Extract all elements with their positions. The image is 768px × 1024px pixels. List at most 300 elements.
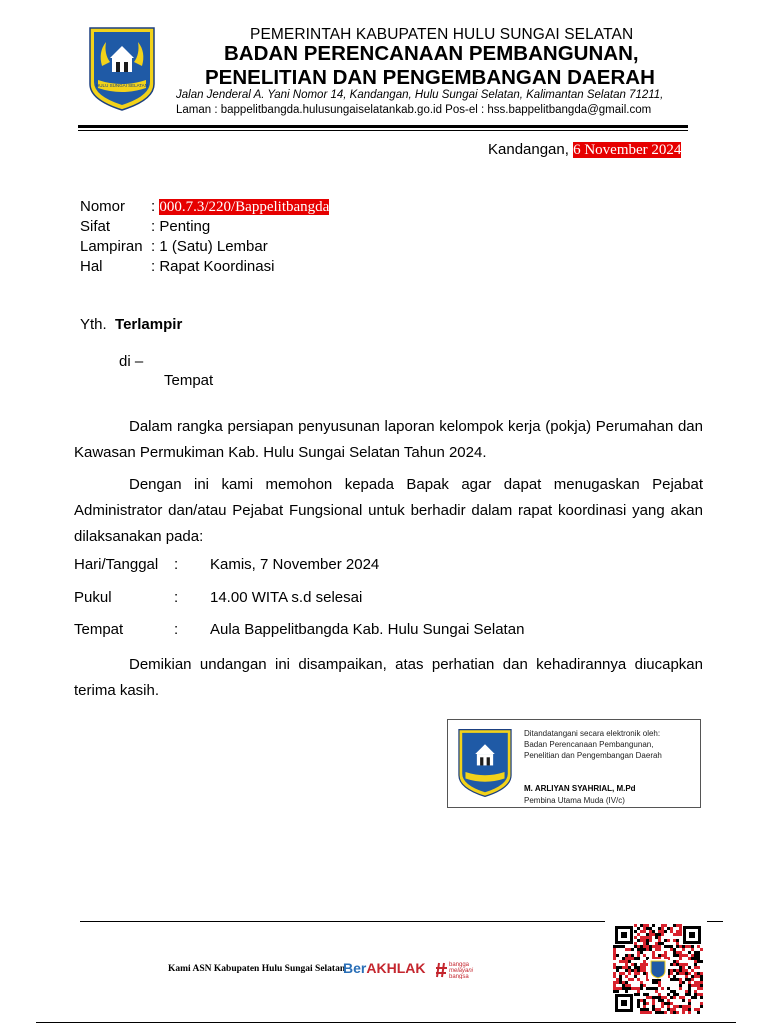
qr-module xyxy=(661,954,664,957)
qr-module xyxy=(631,969,634,972)
qr-module xyxy=(685,990,688,993)
qr-module xyxy=(691,969,694,972)
qr-module xyxy=(694,957,697,960)
qr-module xyxy=(694,981,697,984)
qr-module xyxy=(700,975,703,978)
qr-module xyxy=(679,981,682,984)
qr-module xyxy=(631,954,634,957)
qr-module xyxy=(679,933,682,936)
qr-module xyxy=(625,960,628,963)
schedule-label: Pukul xyxy=(74,589,112,606)
qr-module xyxy=(646,1008,649,1011)
qr-module xyxy=(682,945,685,948)
qr-module xyxy=(643,1008,646,1011)
qr-module xyxy=(646,942,649,945)
recipient-place: Tempat xyxy=(164,372,214,389)
qr-module xyxy=(619,945,622,948)
qr-module xyxy=(640,924,643,927)
qr-module xyxy=(688,993,691,996)
qr-module xyxy=(634,966,637,969)
qr-module xyxy=(670,1011,673,1014)
qr-module xyxy=(682,1005,685,1008)
qr-module xyxy=(640,987,643,990)
qr-module xyxy=(652,1008,655,1011)
qr-module xyxy=(679,1005,682,1008)
qr-module xyxy=(682,999,685,1002)
body-paragraph-1: Dalam rangka persiapan penyusunan laporan kelompok kerja (pokja) Perumahan dan Kawasan Permukiman Kab. Hulu Sungai Selatan Tahun 2024. xyxy=(74,418,703,461)
qr-module xyxy=(619,960,622,963)
qr-module xyxy=(625,987,628,990)
qr-module xyxy=(655,987,658,990)
qr-module xyxy=(652,954,655,957)
qr-module xyxy=(625,975,628,978)
schedule-row-place xyxy=(74,621,524,638)
qr-module xyxy=(652,1002,655,1005)
qr-module xyxy=(658,927,661,930)
page-bottom-rule xyxy=(36,1022,736,1023)
qr-module xyxy=(664,996,667,999)
qr-module xyxy=(667,993,670,996)
qr-module xyxy=(679,972,682,975)
qr-module xyxy=(694,963,697,966)
qr-module xyxy=(649,1011,652,1014)
qr-module xyxy=(637,993,640,996)
qr-module xyxy=(658,933,661,936)
qr-module xyxy=(643,939,646,942)
qr-module xyxy=(667,1005,670,1008)
qr-module xyxy=(613,951,616,954)
qr-module xyxy=(700,948,703,951)
signatory-rank: Pembina Utama Muda (IV/c) xyxy=(524,796,625,805)
qr-module xyxy=(700,987,703,990)
body-paragraph-closing: Demikian undangan ini disampaikan, atas perhatian dan kehadirannya diucapkan terima kasih. xyxy=(74,656,703,699)
qr-module xyxy=(649,927,652,930)
qr-module xyxy=(700,984,703,987)
qr-module xyxy=(643,945,646,948)
qr-module xyxy=(637,966,640,969)
qr-module xyxy=(658,1008,661,1011)
qr-module xyxy=(679,987,682,990)
electronic-signature-box xyxy=(447,719,701,808)
qr-module xyxy=(661,927,664,930)
qr-module xyxy=(652,981,655,984)
footer-rule xyxy=(80,921,605,922)
signature-line: Penelitian dan Pengembangan Daerah xyxy=(524,751,662,760)
qr-module xyxy=(676,954,679,957)
qr-module xyxy=(643,960,646,963)
qr-module xyxy=(634,993,637,996)
qr-module xyxy=(625,966,628,969)
qr-module xyxy=(613,984,616,987)
qr-module xyxy=(670,996,673,999)
qr-module xyxy=(697,957,700,960)
meta-key: Lampiran xyxy=(80,238,143,255)
qr-module xyxy=(655,1008,658,1011)
qr-module xyxy=(658,993,661,996)
meta-value: 1 (Satu) Lembar xyxy=(159,238,268,255)
qr-module xyxy=(661,999,664,1002)
qr-module xyxy=(625,963,628,966)
qr-module xyxy=(637,972,640,975)
qr-module xyxy=(643,972,646,975)
qr-module xyxy=(616,981,619,984)
qr-module xyxy=(664,930,667,933)
qr-module xyxy=(640,939,643,942)
qr-module xyxy=(670,990,673,993)
qr-module xyxy=(613,957,616,960)
qr-module xyxy=(661,1002,664,1005)
qr-module xyxy=(649,996,652,999)
qr-module xyxy=(637,1002,640,1005)
qr-module xyxy=(661,987,664,990)
qr-module xyxy=(688,1005,691,1008)
qr-module xyxy=(688,990,691,993)
qr-module xyxy=(688,1011,691,1014)
qr-module xyxy=(637,939,640,942)
qr-module xyxy=(613,963,616,966)
qr-module xyxy=(658,948,661,951)
qr-module xyxy=(619,981,622,984)
qr-module xyxy=(673,960,676,963)
qr-module xyxy=(679,957,682,960)
qr-module xyxy=(628,972,631,975)
qr-module xyxy=(634,972,637,975)
qr-module xyxy=(637,927,640,930)
qr-module xyxy=(646,1011,649,1014)
qr-module xyxy=(676,930,679,933)
berakhlak-logo xyxy=(343,960,425,976)
qr-module xyxy=(643,1002,646,1005)
letterhead-agency-line2: PENELITIAN DAN PENGEMBANGAN DAERAH xyxy=(205,66,655,89)
qr-module xyxy=(622,981,625,984)
letterhead-address: Jalan Jenderal A. Yani Nomor 14, Kandangan, Hulu Sungai Selatan, Kalimantan Selatan 71211, xyxy=(176,89,664,101)
qr-module xyxy=(676,942,679,945)
qr-module xyxy=(637,1005,640,1008)
qr-module xyxy=(643,927,646,930)
qr-module xyxy=(676,993,679,996)
qr-module xyxy=(685,945,688,948)
qr-module xyxy=(676,1005,679,1008)
qr-module xyxy=(682,981,685,984)
qr-module xyxy=(697,945,700,948)
qr-module xyxy=(664,951,667,954)
qr-module xyxy=(649,987,652,990)
qr-module xyxy=(673,963,676,966)
qr-module xyxy=(625,981,628,984)
qr-module xyxy=(631,987,634,990)
qr-module xyxy=(670,948,673,951)
qr-module xyxy=(643,936,646,939)
recipient-name: Terlampir xyxy=(115,316,183,333)
qr-module xyxy=(646,993,649,996)
qr-module xyxy=(688,951,691,954)
letterhead-rule-thin xyxy=(78,130,688,131)
qr-module xyxy=(661,924,664,927)
meta-row-lampiran xyxy=(80,238,268,255)
qr-module xyxy=(682,966,685,969)
qr-module xyxy=(661,942,664,945)
letterhead-government: PEMERINTAH KABUPATEN HULU SUNGAI SELATAN xyxy=(250,26,634,43)
qr-module xyxy=(655,933,658,936)
qr-module xyxy=(673,978,676,981)
qr-module xyxy=(694,972,697,975)
qr-module xyxy=(628,966,631,969)
qr-module xyxy=(613,972,616,975)
qr-module xyxy=(634,957,637,960)
meta-sep: : xyxy=(151,238,160,255)
bangga-word: bangga xyxy=(449,962,470,968)
qr-module xyxy=(667,927,670,930)
qr-module xyxy=(673,969,676,972)
qr-module xyxy=(697,960,700,963)
qr-module xyxy=(634,930,637,933)
qr-module xyxy=(673,990,676,993)
qr-module xyxy=(673,939,676,942)
qr-module xyxy=(679,954,682,957)
qr-module xyxy=(613,954,616,957)
qr-module xyxy=(619,966,622,969)
qr-module xyxy=(640,966,643,969)
qr-module xyxy=(685,993,688,996)
qr-module xyxy=(616,945,619,948)
qr-module xyxy=(676,945,679,948)
signature-line: Badan Perencanaan Pembangunan, xyxy=(524,740,654,749)
qr-module xyxy=(679,996,682,999)
meta-key: Hal xyxy=(80,258,103,275)
qr-module xyxy=(697,975,700,978)
qr-module xyxy=(643,948,646,951)
letter-date xyxy=(488,141,681,159)
qr-module xyxy=(694,990,697,993)
qr-module xyxy=(652,930,655,933)
qr-module xyxy=(649,939,652,942)
qr-module xyxy=(658,999,661,1002)
qr-module xyxy=(661,933,664,936)
qr-module xyxy=(688,945,691,948)
qr-module xyxy=(685,969,688,972)
qr-module xyxy=(682,996,685,999)
qr-module xyxy=(643,1011,646,1014)
schedule-value: Kamis, 7 November 2024 xyxy=(210,556,380,573)
qr-module xyxy=(673,1008,676,1011)
schedule-value: 14.00 WITA s.d selesai xyxy=(210,589,363,606)
qr-module xyxy=(643,969,646,972)
qr-module xyxy=(640,945,643,948)
qr-module xyxy=(688,984,691,987)
qr-module xyxy=(658,942,661,945)
qr-module xyxy=(640,1008,643,1011)
footer-rule-right xyxy=(707,921,723,922)
qr-module xyxy=(673,993,676,996)
qr-module xyxy=(637,933,640,936)
qr-module xyxy=(670,945,673,948)
recipient-line xyxy=(80,312,182,338)
meta-row-hal xyxy=(80,258,274,275)
qr-module xyxy=(625,969,628,972)
qr-module xyxy=(676,972,679,975)
qr-module xyxy=(697,1011,700,1014)
qr-module xyxy=(676,978,679,981)
qr-module xyxy=(670,1008,673,1011)
qr-module xyxy=(649,945,652,948)
qr-module xyxy=(625,954,628,957)
qr-module xyxy=(649,948,652,951)
qr-module xyxy=(634,963,637,966)
qr-module xyxy=(616,966,619,969)
qr-module xyxy=(694,984,697,987)
qr-module xyxy=(646,936,649,939)
qr-module xyxy=(700,1002,703,1005)
qr-module xyxy=(652,987,655,990)
qr-module xyxy=(634,969,637,972)
qr-module xyxy=(679,978,682,981)
meta-sep: : xyxy=(151,198,160,215)
qr-module xyxy=(640,999,643,1002)
qr-module xyxy=(682,948,685,951)
schedule-colon: : xyxy=(174,589,179,606)
qr-module xyxy=(700,996,703,999)
schedule-row-date xyxy=(74,556,379,573)
qr-module xyxy=(664,945,667,948)
meta-key: Sifat xyxy=(80,218,111,235)
qr-module xyxy=(640,948,643,951)
qr-module xyxy=(652,951,655,954)
qr-module xyxy=(637,951,640,954)
qr-module xyxy=(673,951,676,954)
qr-module xyxy=(676,924,679,927)
recipient-yth: Yth. xyxy=(80,316,107,333)
meta-sep: : xyxy=(151,258,160,275)
qr-module xyxy=(628,984,631,987)
qr-module xyxy=(667,945,670,948)
qr-module xyxy=(697,951,700,954)
qr-module xyxy=(643,1005,646,1008)
qr-module xyxy=(670,1002,673,1005)
qr-module xyxy=(628,957,631,960)
qr-module xyxy=(691,984,694,987)
qr-module xyxy=(658,930,661,933)
qr-module xyxy=(613,975,616,978)
qr-module xyxy=(685,954,688,957)
qr-module xyxy=(646,933,649,936)
qr-module xyxy=(646,939,649,942)
qr-module xyxy=(649,930,652,933)
qr-module xyxy=(685,1008,688,1011)
qr-module xyxy=(667,999,670,1002)
qr-module xyxy=(700,981,703,984)
qr-module xyxy=(640,963,643,966)
qr-module xyxy=(634,942,637,945)
qr-module xyxy=(691,948,694,951)
qr-module xyxy=(664,939,667,942)
qr-module xyxy=(613,948,616,951)
body-paragraph-2: Dengan ini kami memohon kepada Bapak agar dapat menugaskan Pejabat Administrator dan/atau Pejabat Fungsional untuk berhadir dalam rapat koordinasi yang akan dilaksanakan pada: xyxy=(74,476,703,545)
schedule-row-time xyxy=(74,589,362,606)
footer-tagline: Kami ASN Kabupaten Hulu Sungai Selatan xyxy=(168,964,346,974)
qr-module xyxy=(673,1005,676,1008)
qr-module xyxy=(682,969,685,972)
qr-module xyxy=(667,987,670,990)
qr-module xyxy=(679,945,682,948)
qr-module xyxy=(694,996,697,999)
meta-sep: : xyxy=(151,218,160,235)
qr-module xyxy=(670,930,673,933)
qr-module xyxy=(622,966,625,969)
qr-module xyxy=(646,945,649,948)
qr-module xyxy=(685,978,688,981)
meta-row-nomor xyxy=(80,198,329,216)
qr-module xyxy=(682,954,685,957)
qr-module xyxy=(646,996,649,999)
qr-code xyxy=(613,924,703,1014)
qr-module xyxy=(673,924,676,927)
qr-module xyxy=(628,960,631,963)
qr-module xyxy=(613,966,616,969)
qr-module xyxy=(643,924,646,927)
qr-module xyxy=(664,1002,667,1005)
qr-module xyxy=(625,984,628,987)
qr-module xyxy=(691,954,694,957)
qr-module xyxy=(643,954,646,957)
qr-module xyxy=(664,924,667,927)
qr-module xyxy=(700,978,703,981)
qr-module xyxy=(637,978,640,981)
qr-module xyxy=(637,999,640,1002)
qr-module xyxy=(661,1005,664,1008)
qr-module xyxy=(643,942,646,945)
qr-module xyxy=(643,963,646,966)
qr-module xyxy=(658,939,661,942)
meta-value: Penting xyxy=(159,218,211,235)
qr-module xyxy=(652,999,655,1002)
qr-module xyxy=(688,972,691,975)
qr-module xyxy=(655,1011,658,1014)
qr-module xyxy=(658,945,661,948)
qr-module xyxy=(643,984,646,987)
meta-key: Nomor xyxy=(80,198,126,215)
qr-module xyxy=(655,936,658,939)
bangga-melayani-bangsa-logo xyxy=(436,959,496,979)
meta-value: Rapat Koordinasi xyxy=(159,258,275,275)
qr-module xyxy=(646,927,649,930)
qr-module xyxy=(661,930,664,933)
qr-module xyxy=(655,942,658,945)
qr-module xyxy=(688,978,691,981)
qr-module xyxy=(634,987,637,990)
qr-module xyxy=(676,963,679,966)
qr-module xyxy=(688,957,691,960)
qr-module xyxy=(649,933,652,936)
qr-module xyxy=(667,1008,670,1011)
qr-module xyxy=(619,987,622,990)
qr-module xyxy=(697,987,700,990)
qr-module xyxy=(640,930,643,933)
schedule-colon: : xyxy=(174,621,179,638)
qr-module xyxy=(649,936,652,939)
qr-module xyxy=(622,957,625,960)
qr-module xyxy=(694,954,697,957)
qr-module xyxy=(679,969,682,972)
qr-module xyxy=(676,1011,679,1014)
qr-module xyxy=(628,978,631,981)
qr-module xyxy=(661,996,664,999)
qr-module xyxy=(634,936,637,939)
qr-module xyxy=(688,1002,691,1005)
qr-module xyxy=(655,981,658,984)
qr-module xyxy=(628,969,631,972)
qr-module xyxy=(652,996,655,999)
qr-module xyxy=(625,957,628,960)
